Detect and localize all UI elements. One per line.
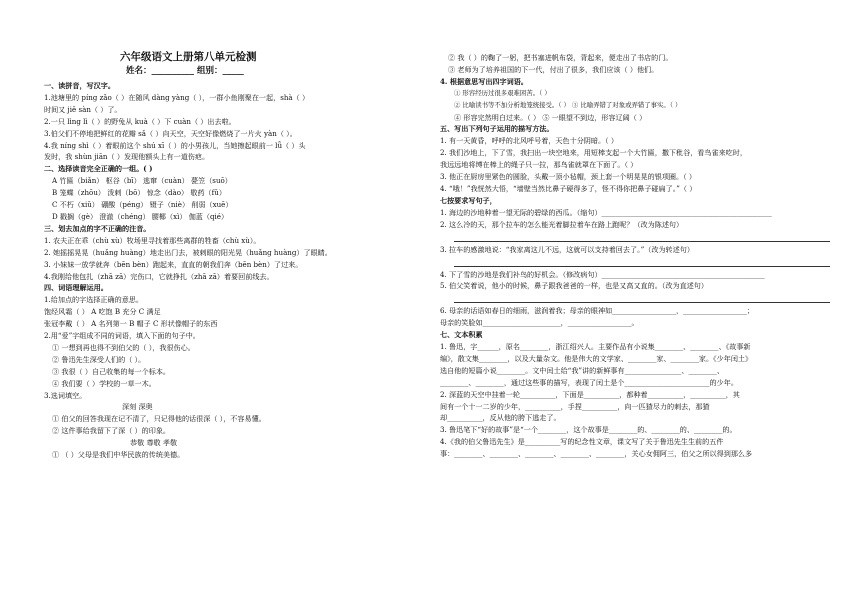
right-column (440, 0, 840, 460)
question-line: 4.我 nínɡ shì（ ）着眼前这个 shú xī（ ）的小男孩儿，当她擦起眼前一 lǚ（ ）头 (44, 140, 306, 150)
section-heading: 五、写出下列句子运用的描写方法。 (440, 124, 554, 134)
question-line: 恭敬 尊敬 孝敬 (130, 438, 178, 448)
question-line: ① （ ）父母是我们中华民族的传统美德。 (52, 450, 185, 460)
section-heading: 一、读拼音，写汉字。 (44, 81, 115, 90)
question-line: 4. 下了雪的沙地是我们补鸟的好机会。（修改病句）______________________________________________ (440, 269, 765, 279)
question-line: 深刻 深奥 (122, 402, 153, 412)
question-line: 1. 海边的沙地种着一望无际的碧绿的西瓜。（缩句）________________________________________________ (440, 207, 772, 217)
question-line: 母亲的笑脸如______________________，__________________。 (440, 318, 639, 328)
question-line: B 笼蝶（zhōu） 泼刺（bō） 惊念（dào） 敬药（fǔ） (52, 188, 226, 198)
question-line: ③ 老师为了培养祖国的下一代，付出了很多，我们应该（ ）他们。 (448, 64, 659, 74)
section-heading: 三、划去加点的字不正确的注音。 (44, 223, 151, 233)
question-line: 4.《我的伯父鲁迅先生》是__________写的纪念性文章，课文写了关于鲁迅先生生前的五件 (440, 437, 724, 447)
question-line: ② 比喻读书等不加分析地笼统接受。（ ） ③ 比喻弄错了对象或弄错了事实。（ ） (454, 100, 682, 109)
section-heading: 4. 根据意思写出四字词语。 (440, 76, 528, 86)
question-line: ________、________，通过这些事的描写，表现了闰土是个________________________的少年。 (440, 377, 738, 387)
question-line: ② 我（ ）的鞠了一躬，把书塞进帆布袋，背起来，便走出了书店的门。 (448, 53, 673, 62)
question-line: ③ 我很（ ）自己收集的每一个标本。 (52, 366, 171, 376)
answer-blank-line[interactable] (454, 256, 830, 267)
question-line: 发时，我 shùn jiān（ ）发现他额头上有一道伤疤。 (44, 152, 210, 162)
section-heading: 七按要求写句子， (440, 195, 497, 205)
question-line: 编》，散文集________，以及大量杂文。他是伟大的文学家、________家、________家。《少年闰土》 (440, 353, 753, 363)
question-line: ① 形容经历过很多艰难困苦。（ ） (454, 88, 551, 97)
section-heading: 七、文本积累 (440, 330, 483, 340)
question-line: D 戳搁（ɡè） 澄澈（chénɡ） 腰椰（xì） 伽蓝（qié） (52, 211, 229, 221)
question-line: 5. 伯父笑着说，他小的时候，鼻子跟我爸爸的一样，也是又高又直的。（改为直述句） (440, 281, 708, 291)
question-line: ① 一想到再也得不到伯父的（ ），我很伤心。 (52, 342, 195, 352)
left-column (44, 0, 424, 461)
question-line: 1. 农夫正在乖（chù xù）牧场里寻找着那些离群的牲畜（chù xù）。 (44, 235, 261, 245)
question-line: ① 伯父的回答我现在记不清了，只记得他的话很深（ ），不容易懂。 (52, 414, 266, 424)
question-line: 6. 母亲的话语如春日的细雨，滋润着我；母亲的眼神如__________________，__________________； (440, 306, 755, 316)
question-line: 1. 有一天黄昏，呼呼的北风呼号着，天色十分阴暗。（ ） (440, 136, 618, 146)
question-line: 2. 她摇摇晃晃（huǎnɡ huànɡ）地走出门去，被刺眼的阳光晃（huǎnɡ huànɡ）了眼睛。 (44, 247, 332, 257)
question-line: 4.我刚给他包扎（zhā zā）完伤口，它就挣扎（zhā zā）着要回前线去。 (44, 271, 274, 281)
section-heading: 四、词语理解运用。 (44, 283, 108, 293)
question-line: 2.一只 lìng lì（ ）的野兔从 kuà（ ）下 cuàn（ ）出去啦。 (44, 116, 236, 126)
question-line: 2. 这么冷的天，那个拉车的怎么能光着脚拉着车在路上跑呢？（改为陈述句） (440, 219, 684, 229)
question-line: 3. 小妹妹一放学就奔（bēn bèn）跑起来，直直的朝我们奔（bēn bèn）了过来。 (44, 259, 303, 269)
answer-blank-line[interactable] (454, 292, 830, 303)
question-line: 2. 深蓝的天空中挂着一轮__________，下面是__________，都种着__________，__________，其 (440, 389, 740, 399)
question-line: 3. 他正在厨房里紧色的圆脸，头戴一顶小毡帽，颈上套一个明晃晃的银项圈。（ ） (440, 172, 697, 182)
question-line: 4. “哦！”我恍然大悟，“墙壁当然比鼻子硬得多了，怪不得你把鼻子碰扁了。”（ ） (440, 183, 697, 193)
question-line: 张冠李戴（ ） A 名列第一 B 帽子 C 形状像帽子的东西 (44, 319, 218, 329)
question-line: 事：________、________、________、________、________，关心女佣阿三，伯父之所以得到那么多 (440, 449, 753, 459)
page-title: 六年级语文上册第八单元检测 (120, 51, 257, 63)
question-line: 间有一个十一二岁的少年，__________，手捏__________，向一匹猹尽力的刺去，那猹 (440, 401, 710, 411)
question-line: 3. 拉车的感激地说：“我家离这儿不远，这就可以支持着回去了。”（改为转述句） (440, 244, 694, 254)
question-line: 选自他的短篇小说________。文中闰土给“我”讲的新鲜事有________________、________、 (440, 365, 724, 375)
question-line: 2. 我们沙地上，下了雪，我扫出一块空地来，用短棒支起一个大竹匾，撒下秕谷，看鸟雀来吃时， (440, 148, 747, 158)
question-line: 3. 鲁迅笔下“好的故事”是“一个________，这个故事是________的、________的、________的。 (440, 425, 737, 435)
question-line: ② 这件事给我留下了深（ ）的印象。 (52, 426, 171, 436)
question-line: A 竹匾（biǎn） 枢谷（bī） 逃窜（cuàn） 甍笠（suō） (52, 176, 232, 186)
question-line: ④ 我们要（ ）学校的一草一木。 (52, 378, 156, 388)
question-line: C 不朽（xiǔ） 硼酸（pénɡ） 镊子（niè） 削弱（xuē） (52, 200, 233, 210)
question-line: 1. 鲁迅，字______，原名________，浙江绍兴人。主要作品有小说集________、________、《故事新 (440, 342, 751, 352)
question-line: ④ 形容完然明白过来。（ ） ⑤ 一眼望不到边，形容辽阔（ ） (454, 112, 647, 122)
name-group-line: 姓名：__________ 组别：_____ (126, 66, 244, 76)
question-line: ② 鲁迅先生深受人们的（ ）。 (52, 354, 146, 364)
question-line: 3.伯父们不停地把鲜红的花瓣 sǎ（ ）向天空，天空好像燃烧了一片火 yàn（ ）。 (44, 128, 297, 138)
question-line: 1.池塘里的 pínɡ zǎo（ ）在随风 dàng yàng（ ），一群小鱼刚聚在一起，shà（ ） (44, 92, 310, 102)
section-heading: 二、选择读音完全正确的一组。( ) (44, 164, 153, 174)
question-line: 却__________，反从他的胯下逃走了。 (440, 413, 561, 423)
question-line: 我远远地将缚在棒上的绳子只一拉，那鸟雀就罩在下面了。（ ） (440, 160, 638, 170)
question-line: 时间又 jiě sàn（ ）了。 (44, 104, 122, 114)
question-line: 2.用“爱”字组成不同的词语，填入下面的句子中。 (44, 331, 200, 341)
question-line: 饱经风霜（ ） A 吃饱 B 充分 C 满足 (44, 307, 161, 317)
question-line: 3.选词填空。 (44, 390, 87, 400)
question-line: 1.给加点的字选择正确的意思。 (44, 295, 143, 305)
answer-blank-line[interactable] (454, 231, 830, 242)
